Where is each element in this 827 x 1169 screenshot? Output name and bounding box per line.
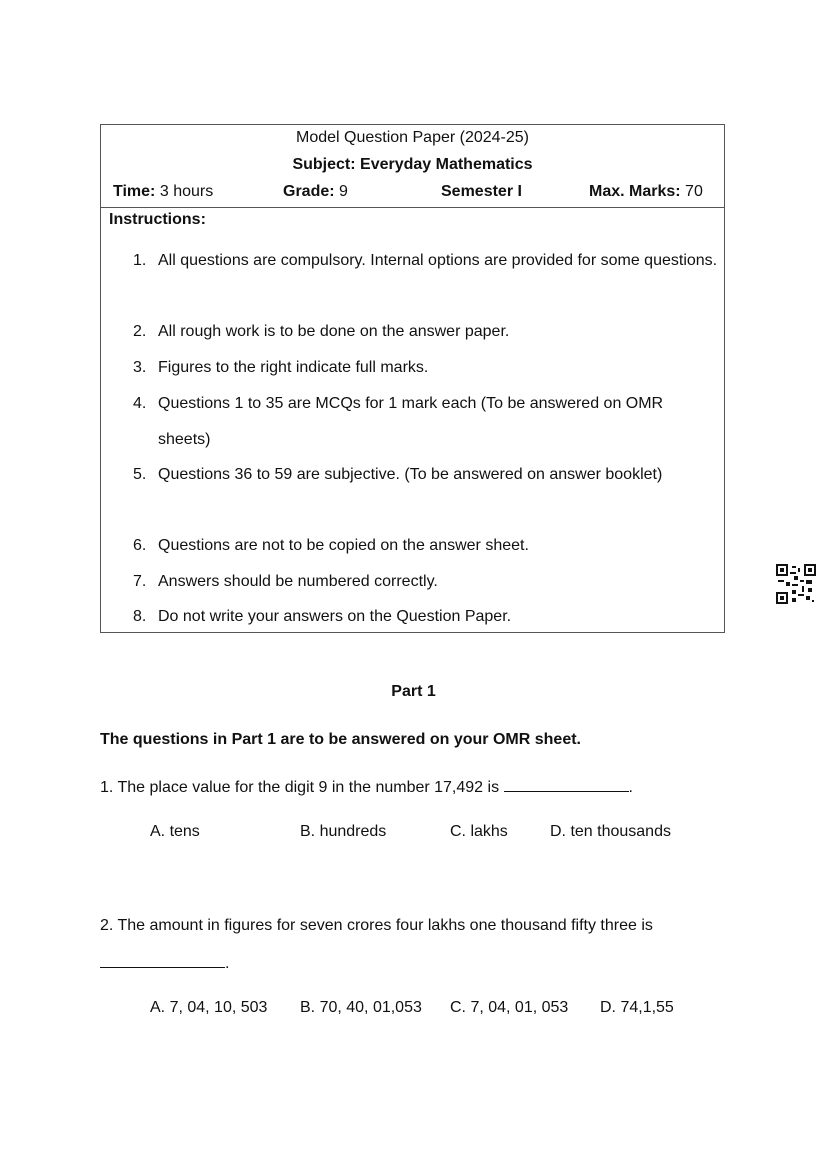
instruction-text: Figures to the right indicate full marks. [158,359,429,376]
instruction-number: 3. [133,359,147,376]
instruction-number: 8. [133,608,147,625]
subject-label: Subject: [292,156,356,173]
question-2-option-b: B. 70, 40, 01,053 [300,999,422,1016]
instruction-number: 1. [133,252,147,269]
grade-label: Grade: [283,183,335,200]
instruction-number: 4. [133,395,147,412]
question-2-option-a: A. 7, 04, 10, 503 [150,999,268,1016]
question-1-option-c: C. lakhs [450,823,508,840]
grade-field [283,183,348,201]
instruction-text: All questions are compulsory. Internal options are provided for some questions. [158,252,718,269]
question-2-option-c: C. 7, 04, 01, 053 [450,999,569,1016]
max-marks-field [589,183,703,201]
max-marks-label: Max. Marks: [589,183,681,200]
instruction-text: Questions 36 to 59 are subjective. (To be answered on answer booklet) [158,466,663,483]
instructions-heading: Instructions: [109,211,206,228]
instruction-text: Questions 1 to 35 are MCQs for 1 mark each (To be answered on OMR sheets) [158,395,664,448]
instruction-text: Answers should be numbered correctly. [158,573,438,590]
instruction-text: All rough work is to be done on the answer paper. [158,323,510,340]
question-2-end: . [225,955,230,972]
instruction-text: Do not write your answers on the Question Paper. [158,608,512,625]
question-1-option-d: D. ten thousands [550,823,671,840]
question-2-stem: 2. The amount in figures for seven crores four lakhs one thousand fifty three is [100,917,653,934]
question-1-option-b: B. hundreds [300,823,387,840]
semester-field [441,183,522,201]
subject-line [101,156,724,174]
paper-title: Model Question Paper (2024-25) [295,129,530,146]
header-divider [101,207,724,208]
question-2-option-d: D. 74,1,55 [600,999,674,1016]
question-2-blank-line [100,953,229,973]
qr-code-icon [776,564,816,604]
instruction-text: Questions are not to be copied on the answer sheet. [158,537,529,554]
instruction-number: 7. [133,573,147,590]
semester-value: Semester I [441,183,522,200]
question-1-stem: 1. The place value for the digit 9 in the number 17,492 is [100,779,500,796]
grade-value: 9 [339,183,348,200]
question-1-end: . [628,779,633,796]
time-value: 3 hours [159,183,214,200]
part-title: Part 1 [391,683,436,700]
subject-value: Everyday Mathematics [360,156,533,173]
question-1-text [100,777,633,797]
part-note: The questions in Part 1 are to be answered on your OMR sheet. [100,731,581,748]
instruction-number: 5. [133,466,147,483]
question-2-text [100,917,730,935]
max-marks-value: 70 [685,183,703,200]
answer-blank [100,953,225,968]
time-label: Time: [113,183,156,200]
question-1-option-a: A. tens [150,823,200,840]
instruction-number: 6. [133,537,147,554]
time-field [113,183,213,201]
paper-header-box [100,124,725,633]
instruction-number: 2. [133,323,147,340]
answer-blank [504,777,629,792]
